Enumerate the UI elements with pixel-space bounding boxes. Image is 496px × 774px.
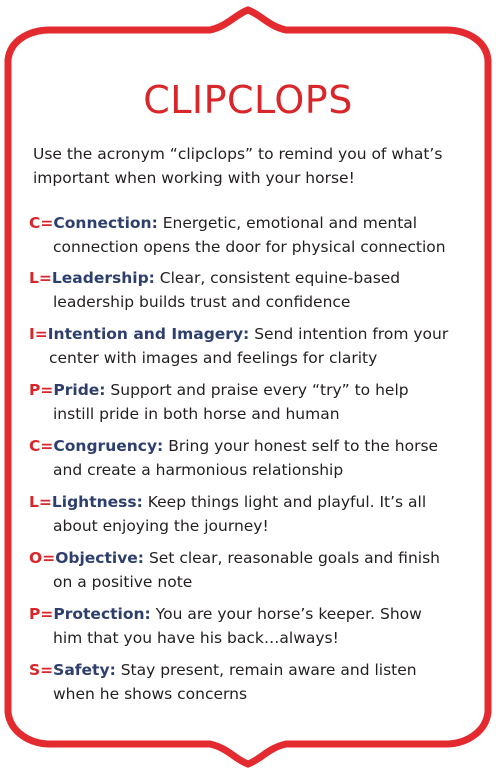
intro-text bbox=[33, 142, 463, 190]
acronym-term: Intention and Imagery: bbox=[47, 325, 250, 343]
equals-sign: = bbox=[42, 549, 56, 567]
acronym-term: Safety: bbox=[53, 661, 116, 679]
item-line-1: Clear, consistent equine-based bbox=[154, 269, 401, 287]
equals-sign: = bbox=[40, 661, 54, 679]
item-line-1: You are your horse’s keeper. Show bbox=[150, 605, 422, 623]
item-line-1: Energetic, emotional and mental bbox=[157, 214, 418, 232]
page-title: CLIPCLOPS bbox=[143, 78, 353, 122]
equals-sign: = bbox=[40, 381, 54, 399]
item-line-2: instill pride in both horse and human bbox=[53, 405, 340, 423]
acronym-letter: I bbox=[29, 325, 35, 343]
item-line-1: Set clear, reasonable goals and finish bbox=[144, 549, 440, 567]
item-line-2: leadership builds trust and confidence bbox=[53, 293, 351, 311]
equals-sign: = bbox=[40, 214, 54, 232]
acronym-term: Pride: bbox=[53, 381, 106, 399]
equals-sign: = bbox=[38, 493, 52, 511]
equals-sign: = bbox=[40, 605, 54, 623]
item-line-1: Send intention from your bbox=[249, 325, 449, 343]
acronym-item-objective bbox=[29, 546, 469, 594]
item-line-1: Bring your honest self to the horse bbox=[163, 437, 439, 455]
acronym-letter: P bbox=[29, 605, 41, 623]
acronym-item-safety bbox=[29, 658, 469, 706]
acronym-item-congruency bbox=[29, 434, 469, 482]
item-line-1: Keep things light and playful. It’s all bbox=[142, 493, 427, 511]
acronym-letter: C bbox=[29, 214, 41, 232]
item-line-1: Stay present, remain aware and listen bbox=[115, 661, 417, 679]
intro-line-1: Use the acronym “clipclops” to remind you of what’s bbox=[33, 145, 443, 163]
item-line-2: on a positive note bbox=[53, 573, 193, 591]
equals-sign: = bbox=[38, 269, 52, 287]
item-line-2: connection opens the door for physical connection bbox=[53, 238, 446, 256]
equals-sign: = bbox=[34, 325, 48, 343]
intro-line-2: important when working with your horse! bbox=[33, 169, 355, 187]
acronym-letter: L bbox=[29, 269, 39, 287]
item-line-2: about enjoying the journey! bbox=[53, 517, 269, 535]
acronym-item-lightness bbox=[29, 490, 469, 538]
acronym-letter: S bbox=[29, 661, 41, 679]
equals-sign: = bbox=[40, 437, 54, 455]
acronym-letter: P bbox=[29, 381, 41, 399]
acronym-term: Objective: bbox=[55, 549, 145, 567]
item-line-2: when he shows concerns bbox=[53, 685, 248, 703]
item-line-2: center with images and feelings for clarity bbox=[49, 349, 378, 367]
acronym-term: Lightness: bbox=[51, 493, 143, 511]
acronym-term: Protection: bbox=[53, 605, 151, 623]
acronym-letter: C bbox=[29, 437, 41, 455]
acronym-item-connection bbox=[29, 211, 469, 259]
acronym-term: Connection: bbox=[53, 214, 158, 232]
acronym-item-protection bbox=[29, 602, 469, 650]
item-line-2: and create a harmonious relationship bbox=[53, 461, 344, 479]
item-line-2: him that you have his back…always! bbox=[53, 629, 339, 647]
acronym-term: Congruency: bbox=[53, 437, 164, 455]
acronym-letter: L bbox=[29, 493, 39, 511]
acronym-item-leadership bbox=[29, 266, 469, 314]
acronym-term: Leadership: bbox=[51, 269, 155, 287]
acronym-item-pride bbox=[29, 378, 469, 426]
acronym-item-intention bbox=[29, 322, 469, 370]
acronym-letter: O bbox=[29, 549, 43, 567]
item-line-1: Support and praise every “try” to help bbox=[105, 381, 409, 399]
